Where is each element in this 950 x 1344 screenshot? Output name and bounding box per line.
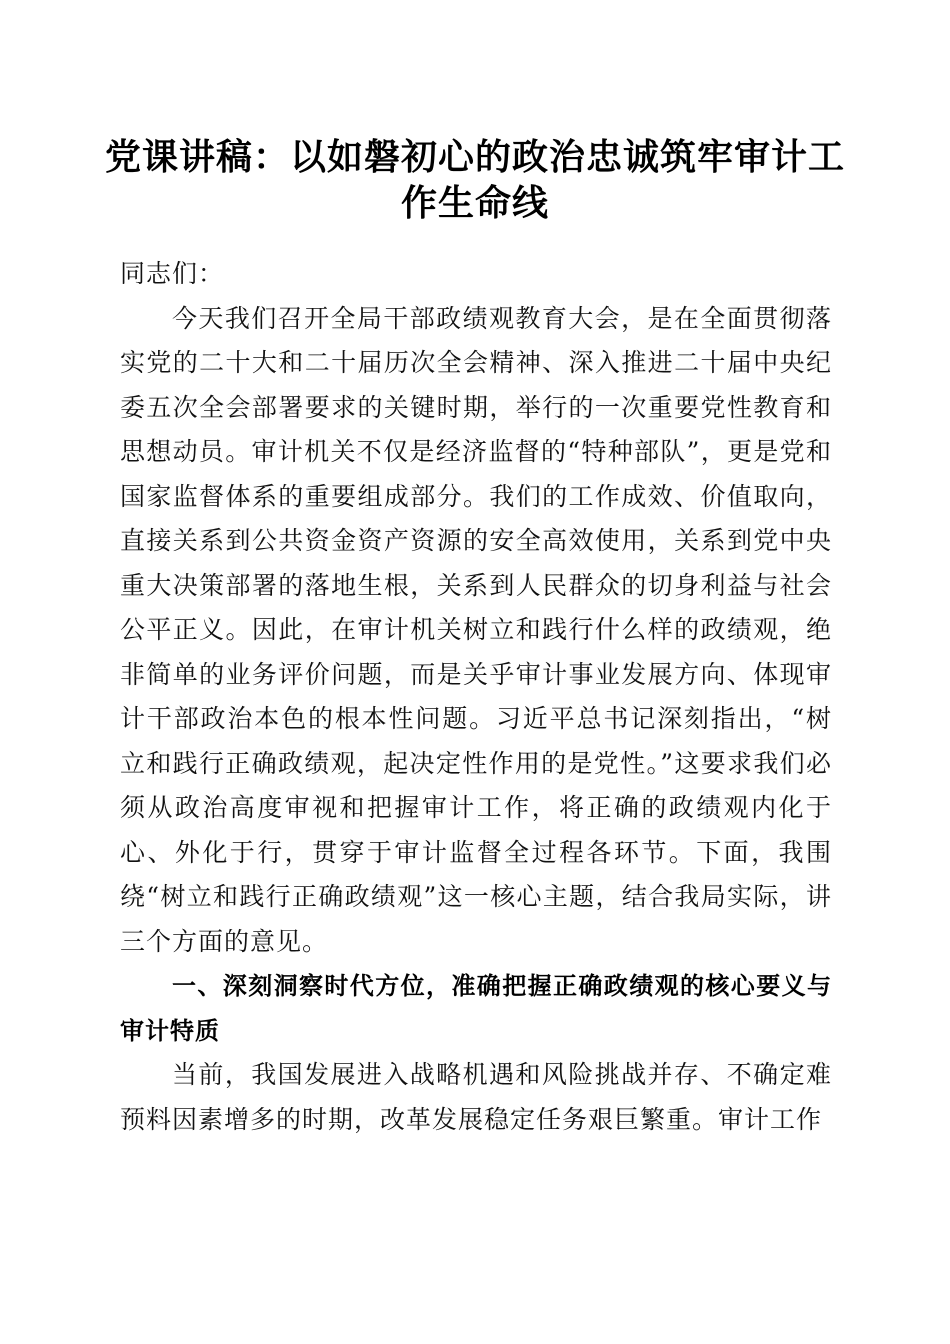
section-heading: 一、深刻洞察时代方位，准确把握正确政绩观的核心要义与审计特质 (120, 972, 832, 1045)
document-body (120, 252, 832, 1142)
title-line-1: 党课讲稿：以如磐初心的政治忠诚筑牢审计工 (104, 136, 845, 178)
section-paragraph: 当前，我国发展进入战略机遇和风险挑战并存、不确定难预料因素增多的时期，改革发展稳定任务艰巨繁重。审计工作 (120, 1060, 832, 1134)
document-title (100, 134, 850, 226)
salutation: 同志们： (120, 259, 225, 288)
title-line-2: 作生命线 (400, 182, 549, 224)
intro-paragraph: 今天我们召开全局干部政绩观教育大会，是在全面贯彻落实党的二十大和二十届历次全会精神、深入推进二十届中央纪委五次全会部署要求的关键时期，举行的一次重要党性教育和思想动员。审计机关不仅是经济监督的“特种部队”，更是党和国家监督体系的重要组成部分。我们的工作成效、价值取向，直接关系到公共资金资产资源的安全高效使用，关系到党中央重大决策部署的落地生根，关系到人民群众的切身利益与社会公平正义。因此，在审计机关树立和践行什么样的政绩观，绝非简单的业务评价问题，而是关乎审计事业发展方向、体现审计干部政治本色的根本性问题。习近平总书记深刻指出，“树立和践行正确政绩观，起决定性作用的是党性。”这要求我们必须从政治高度审视和把握审计工作，将正确的政绩观内化于心、外化于行，贯穿于审计监督全过程各环节。下面，我围绕“树立和践行正确政绩观”这一核心主题，结合我局实际，讲三个方面的意见。 (120, 303, 832, 956)
